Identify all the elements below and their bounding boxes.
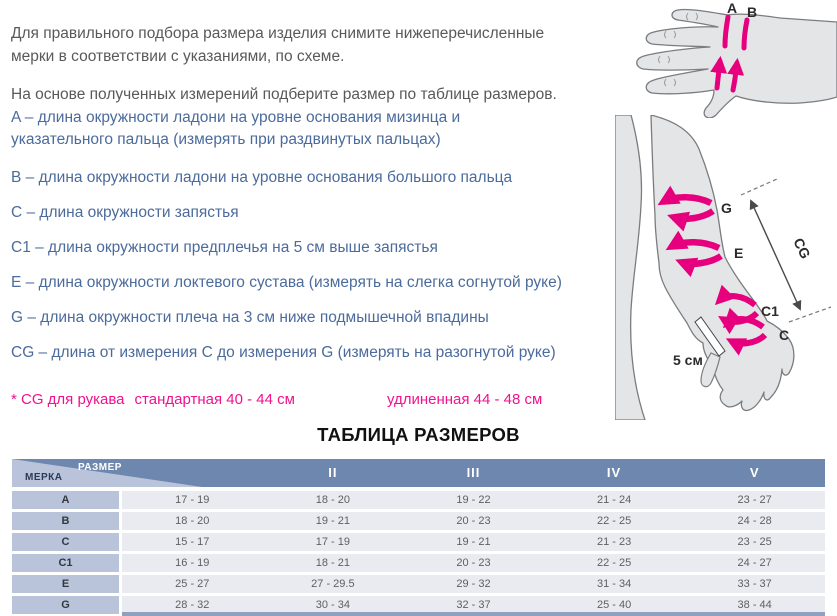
measurement-item-b: B – длина окружности ладони на уровне основания большого пальца (11, 169, 513, 186)
corner-header-cell (12, 459, 202, 487)
table-row-a (12, 491, 825, 509)
label-c: C (779, 327, 790, 343)
cell: 25 - 40 (596, 599, 632, 611)
cell: 21 - 23 (596, 536, 632, 548)
row-label: G (12, 596, 119, 614)
cell: 22 - 25 (596, 557, 632, 569)
size-table-title: ТАБЛИЦА РАЗМЕРОВ (317, 424, 520, 445)
cell: 24 - 27 (737, 557, 772, 569)
cell: 28 - 32 (175, 599, 210, 611)
column-header-3: III (466, 465, 481, 480)
measurement-item-c: C – длина окружности запястья (11, 204, 239, 221)
sleeve-length-footnote (11, 391, 542, 408)
corner-label-size: РАЗМЕР (78, 462, 122, 473)
cell: 17 - 19 (175, 494, 210, 506)
next-table-row-strip (122, 612, 825, 616)
cell: 22 - 25 (596, 515, 632, 527)
corner-label-measure: МЕРКА (25, 472, 63, 483)
torso-shape (615, 115, 645, 420)
footnote-extended: удлиненная 44 - 48 см (386, 391, 543, 408)
label-cg: CG (790, 235, 814, 262)
table-row-c (12, 533, 825, 551)
cell: 23 - 27 (737, 494, 772, 506)
table-row-e (12, 575, 825, 593)
measurement-item-e: E – длина окружности локтевого сустава (измерять на слегка согнутой руке) (11, 274, 562, 291)
cell: 18 - 21 (315, 557, 351, 569)
size-table (12, 459, 825, 614)
cell: 30 - 34 (315, 599, 351, 611)
intro-paragraph-1: Для правильного подбора размера изделия снимите нижеперечисленные мерки в соответствии с указаниями, по схеме. (11, 24, 545, 65)
cell: 18 - 20 (315, 494, 351, 506)
footnote-prefix: * CG для рукава (11, 391, 125, 408)
label-a: A (727, 0, 738, 16)
cell: 31 - 34 (596, 578, 632, 590)
cell: 32 - 37 (456, 599, 491, 611)
cell: 17 - 19 (315, 536, 351, 548)
column-header-2: II (328, 465, 338, 480)
column-header-4: IV (606, 465, 622, 480)
arm-measure-diagram (615, 115, 837, 420)
cell: 15 - 17 (175, 536, 210, 548)
cell: 33 - 37 (737, 578, 772, 590)
cell: 18 - 20 (175, 515, 210, 527)
cell: 19 - 22 (456, 494, 491, 506)
column-header-5: V (749, 465, 760, 480)
cell: 19 - 21 (456, 536, 491, 548)
measurement-item-c1: C1 – длина окружности предплечья на 5 см выше запястья (11, 239, 438, 256)
row-label: A (12, 491, 119, 509)
row-label: B (12, 512, 119, 530)
intro-paragraph-2: На основе полученных измерений подберите размер по таблице размеров. (11, 85, 557, 103)
cell: 23 - 25 (737, 536, 772, 548)
cell: 24 - 28 (737, 515, 772, 527)
dashed-line-g (741, 179, 777, 195)
cell: 20 - 23 (456, 515, 491, 527)
cell: 19 - 21 (315, 515, 351, 527)
cell: 21 - 24 (596, 494, 632, 506)
hand-measure-diagram (630, 0, 837, 118)
cell: 16 - 19 (175, 557, 210, 569)
row-label: E (12, 575, 119, 593)
row-label: C1 (12, 554, 119, 572)
label-c1: C1 (761, 303, 779, 319)
label-g: G (721, 200, 732, 216)
dashed-line-c (789, 307, 831, 322)
table-row-c1 (12, 554, 825, 572)
table-row-b (12, 512, 825, 530)
measurement-item-cg: CG – длина от измерения C до измерения G (измерять на разогнутой руке) (11, 344, 556, 361)
cell: 20 - 23 (456, 557, 491, 569)
label-e: E (734, 245, 744, 261)
cell: 27 - 29.5 (311, 578, 355, 590)
cell: 25 - 27 (175, 578, 210, 590)
size-table-header-row (12, 459, 825, 487)
cg-measure-arrow (751, 201, 800, 309)
measurement-item-g: G – длина окружности плеча на 3 см ниже подмышечной впадины (11, 309, 489, 326)
label-five-cm: 5 см (673, 352, 703, 368)
cell: 38 - 44 (737, 599, 772, 611)
row-label: C (12, 533, 119, 551)
footnote-standard: стандартная 40 - 44 см (134, 391, 295, 408)
measurement-item-a: A – длина окружности ладони на уровне основания мизинца и указательного пальца (измерять при раздвинутых пальцах) (11, 109, 461, 148)
label-b: B (747, 4, 758, 20)
cell: 29 - 32 (456, 578, 491, 590)
